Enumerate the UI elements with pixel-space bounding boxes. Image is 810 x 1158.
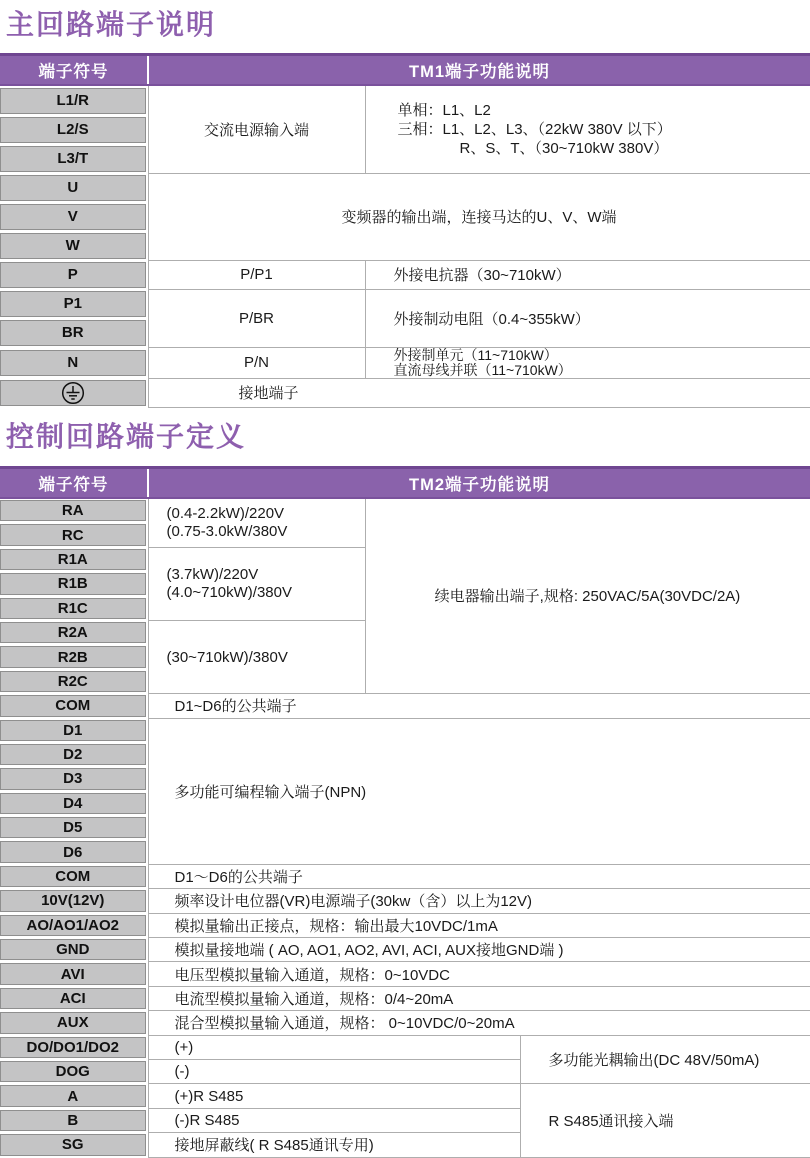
earth-ground-icon [61, 381, 85, 405]
terminal-label: R1B [0, 573, 146, 594]
terminal-label: N [0, 350, 146, 376]
terminal-cell-br [0, 318, 148, 347]
terminal-cell-d2 [0, 742, 148, 766]
aci-desc-cell: 电流型模拟量输入通道，规格：0/4~20mA [148, 986, 810, 1010]
table-row [0, 986, 810, 1010]
table-row [0, 289, 810, 318]
terminal-label: U [0, 175, 146, 201]
gnd-desc-cell: 模拟量接地端 ( AO, AO1, AO2, AVI, ACI, AUX接地GND端 ) [148, 938, 810, 962]
rs485-a-cell: (+)R S485 [148, 1084, 520, 1108]
ac-input-line3: R、S、T、（30~710kW 380V） [459, 139, 669, 157]
terminal-label: R1C [0, 598, 146, 619]
terminal-label: AO/AO1/AO2 [0, 915, 146, 936]
relay-output-desc-cell: 续电器输出端子,规格: 250VAC/5A(30VDC/2A) [365, 498, 810, 694]
terminal-label: RA [0, 500, 146, 521]
terminal-cell-r2b [0, 645, 148, 669]
terminal-cell-b [0, 1108, 148, 1132]
terminal-label: D2 [0, 744, 146, 765]
terminal-label: D6 [0, 841, 146, 862]
terminal-label: D1 [0, 720, 146, 741]
terminal-label: D3 [0, 768, 146, 789]
terminal-label: DO/DO1/DO2 [0, 1037, 146, 1058]
terminal-cell-v [0, 202, 148, 231]
sg-desc-cell: 接地屏蔽线( R S485通讯专用) [148, 1133, 520, 1157]
relay-r1-rating-cell [148, 547, 365, 620]
terminal-cell-l1r [0, 85, 148, 115]
table-row [0, 1035, 810, 1059]
terminal-cell-ground [0, 378, 148, 407]
table-row [0, 938, 810, 962]
ac-input-line1: 单相：L1、L2 [397, 101, 491, 119]
table-row [0, 347, 810, 378]
terminal-label: D5 [0, 817, 146, 838]
table2-header-row [0, 467, 810, 498]
table-row [0, 173, 810, 202]
opto-output-desc-cell: 多功能光耦输出(DC 48V/50mA) [520, 1035, 810, 1084]
terminal-cell-r2a [0, 620, 148, 644]
terminal-cell-d6 [0, 840, 148, 864]
terminal-label: L3/T [0, 146, 146, 172]
table1-header-desc: TM1端子功能说明 [148, 55, 810, 86]
control-circuit-terminal-table [0, 466, 810, 1158]
p-n-label-cell: P/N [148, 347, 365, 378]
terminal-cell-p1 [0, 289, 148, 318]
terminal-cell-d1 [0, 718, 148, 742]
terminal-label: SG [0, 1134, 146, 1155]
terminal-cell-n [0, 347, 148, 378]
terminal-cell-ao [0, 913, 148, 937]
terminal-label: D4 [0, 793, 146, 814]
terminal-cell-r1a [0, 547, 148, 571]
table-row [0, 1084, 810, 1108]
table-row [0, 864, 810, 888]
terminal-cell-com1 [0, 694, 148, 718]
terminal-label: W [0, 233, 146, 259]
terminal-cell-10v [0, 889, 148, 913]
digital-inputs-desc-cell: 多功能可编程输入端子(NPN) [148, 718, 810, 864]
table-row [0, 694, 810, 718]
com1-desc-cell: D1~D6的公共端子 [148, 694, 810, 718]
terminal-cell-w [0, 231, 148, 260]
ac-input-desc-cell [365, 85, 810, 173]
terminal-label: V [0, 204, 146, 230]
terminal-cell-d3 [0, 767, 148, 791]
table-row [0, 1011, 810, 1035]
avi-desc-cell: 电压型模拟量输入通道，规格：0~10VDC [148, 962, 810, 986]
terminal-cell-a [0, 1084, 148, 1108]
terminal-label: 10V(12V) [0, 890, 146, 911]
terminal-label: GND [0, 939, 146, 960]
dog-minus-cell: (-) [148, 1059, 520, 1083]
table-row [0, 260, 810, 289]
terminal-label: L1/R [0, 88, 146, 114]
rs485-port-desc-cell: R S485通讯接入端 [520, 1084, 810, 1157]
relay-ra-rc-rating-cell [148, 498, 365, 548]
terminal-label: DOG [0, 1061, 146, 1082]
rating-line1: (3.7kW)/220V [166, 565, 259, 583]
table-row [0, 498, 810, 523]
terminal-cell-avi [0, 962, 148, 986]
v10-desc-cell: 频率设计电位器(VR)电源端子(30kw（含）以上为12V) [148, 889, 810, 913]
terminal-label: BR [0, 320, 146, 346]
rating-line2: (4.0~710kW)/380V [166, 583, 292, 601]
ac-input-label-cell: 交流电源输入端 [148, 85, 365, 173]
terminal-cell-aux [0, 1011, 148, 1035]
terminal-label: COM [0, 866, 146, 887]
terminal-label: AVI [0, 963, 146, 984]
terminal-label: P1 [0, 291, 146, 317]
table1-header-row [0, 55, 810, 86]
terminal-cell-rc [0, 523, 148, 547]
main-circuit-title: 主回路端子说明 [6, 9, 217, 40]
rating-line2: (0.75-3.0kW/380V [166, 522, 288, 540]
terminal-label: A [0, 1085, 146, 1106]
com2-desc-cell: D1～D6的公共端子 [148, 864, 810, 888]
inverter-output-desc-cell: 变频器的输出端，连接马达的U、V、W端 [148, 173, 810, 260]
terminal-label: AUX [0, 1012, 146, 1033]
table1-header-symbol: 端子符号 [0, 55, 148, 86]
control-circuit-title: 控制回路端子定义 [6, 420, 247, 452]
p-p1-desc-cell: 外接电抗器（30~710kW） [365, 260, 810, 289]
terminal-cell-ra [0, 498, 148, 523]
table2-header-symbol: 端子符号 [0, 467, 148, 498]
p-p1-label-cell: P/P1 [148, 260, 365, 289]
terminal-cell-u [0, 173, 148, 202]
terminal-cell-dog [0, 1059, 148, 1083]
terminal-cell-d5 [0, 816, 148, 840]
aux-desc-cell: 混合型模拟量输入通道，规格： 0~10VDC/0~20mA [148, 1011, 810, 1035]
relay-r2-rating-cell: (30~710kW)/380V [148, 620, 365, 693]
terminal-label: R1A [0, 549, 146, 570]
p-n-desc-cell [365, 347, 810, 378]
terminal-label: ACI [0, 988, 146, 1009]
table-row [0, 889, 810, 913]
terminal-cell-r1c [0, 596, 148, 620]
terminal-cell-p [0, 260, 148, 289]
table2-header-desc: TM2端子功能说明 [148, 467, 810, 498]
terminal-cell-d4 [0, 791, 148, 815]
terminal-cell-r2c [0, 669, 148, 693]
terminal-label: COM [0, 695, 146, 716]
terminal-cell-do [0, 1035, 148, 1059]
terminal-label: L2/S [0, 117, 146, 143]
table-row [0, 85, 810, 115]
terminal-cell-l2s [0, 115, 148, 144]
terminal-cell-r1b [0, 572, 148, 596]
terminal-cell-com2 [0, 864, 148, 888]
terminal-label: R2A [0, 622, 146, 643]
terminal-cell-l3t [0, 144, 148, 173]
ac-input-line2: 三相：L1、L2、L3、（22kW 380V 以下） [397, 120, 672, 138]
terminal-label: B [0, 1110, 146, 1131]
terminal-label: R2C [0, 671, 146, 692]
table-row [0, 378, 810, 407]
terminal-label: R2B [0, 646, 146, 667]
p-br-label-cell: P/BR [148, 289, 365, 347]
p-n-desc-line1: 外接制单元（11~710kW） [393, 346, 558, 363]
table-row [0, 962, 810, 986]
table-row [0, 913, 810, 937]
p-br-desc-cell: 外接制动电阻（0.4~355kW） [365, 289, 810, 347]
p-n-desc-line2: 直流母线并联（11~710kW） [393, 361, 572, 378]
rs485-b-cell: (-)R S485 [148, 1108, 520, 1132]
ao-desc-cell: 模拟量输出正接点，规格：输出最大10VDC/1mA [148, 913, 810, 937]
main-circuit-terminal-table [0, 53, 810, 408]
table-row [0, 718, 810, 742]
terminal-cell-aci [0, 986, 148, 1010]
rating-line1: (0.4-2.2kW)/220V [166, 504, 285, 522]
terminal-label: P [0, 262, 146, 288]
terminal-label: RC [0, 524, 146, 545]
ground-desc-cell: 接地端子 [148, 378, 810, 407]
do-plus-cell: (+) [148, 1035, 520, 1059]
terminal-cell-gnd [0, 938, 148, 962]
